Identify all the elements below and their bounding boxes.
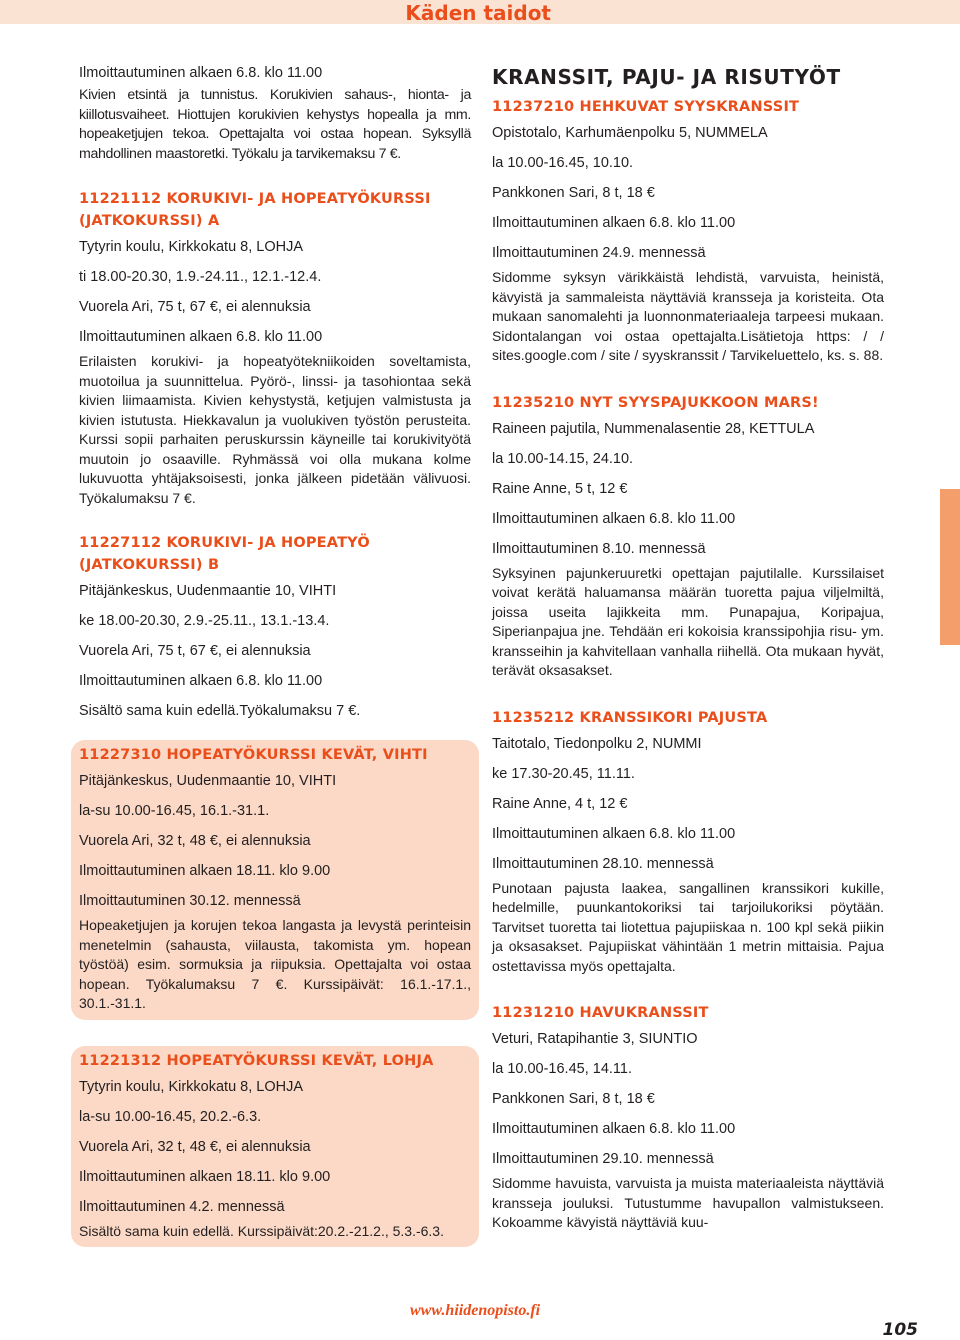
course-place: Taitotalo, Tiedonpolku 2, NUMMI <box>492 735 702 752</box>
side-tab-marker <box>940 489 960 645</box>
course-block <box>492 392 884 681</box>
course-time: la 10.00-14.15, 24.10. <box>492 450 634 467</box>
course-block <box>79 532 471 726</box>
course-time: la-su 10.00-16.45, 20.2.-6.3. <box>79 1108 262 1125</box>
course-time: ti 18.00-20.30, 1.9.-24.11., 12.1.-12.4. <box>79 269 322 285</box>
highlight-course-box <box>71 1046 479 1248</box>
course-deadline: Ilmoittautuminen 4.2. mennessä <box>79 1198 285 1215</box>
course-time: la 10.00-16.45, 10.10. <box>492 155 634 171</box>
course-teacher: Pankkonen Sari, 8 t, 18 € <box>492 185 655 201</box>
course-registration: Ilmoittautuminen alkaen 6.8. klo 11.00 <box>492 215 736 231</box>
course-teacher: Pankkonen Sari, 8 t, 18 € <box>492 1091 655 1107</box>
course-place: Pitäjänkeskus, Uudenmaantie 10, VIHTI <box>79 583 337 599</box>
course-description: Hopeaketjujen ja korujen tekoa langasta ja levystä perinteisin menetelmin (sahausta, viilausta, takomista ym. hopean työstöä) esim. sormuksia ja riipuksia. Opettajalta voi ostaa hopean. Työkalumaksu 7 €. Kurssipäivät: 16.1.-17.1., 30.1.-31.1. <box>79 917 471 1011</box>
course-deadline: Ilmoittautuminen 29.10. mennessä <box>492 1151 714 1167</box>
course-title: 11227310 HOPEATYÖKURSSI KEVÄT, VIHTI <box>79 747 428 763</box>
course-place: Raineen pajutila, Nummenalasentie 28, KETTULA <box>492 420 815 437</box>
course-title: 11221312 HOPEATYÖKURSSI KEVÄT, LOHJA <box>79 1052 434 1069</box>
course-description: Sidomme syksyn värikkäistä lehdistä, varvuista, heinistä, kävyistä ja sammaleista näyttäviä kransseja ja koristeita. Ota mukaan sanomalehti ja luonnonmateriaaleja tarpeesi mukaan. Sidontalangan voi ostaa opettajalta.Lisätietoja https: / / sites.google.com / site / syyskranssit / Tarvikeluettelo, ks. s. 88. <box>492 269 884 363</box>
course-description: Punotaan pajusta laakea, sangallinen kranssikori kukille, hedelmille, puunkantokoriksi tai tarjoilukoriksi pöytään. Tarvitset tuoretta tai liotettua pajupiiskaa n. 100 kpl sekä piikin ja oksasakset. Pajupiiskat vähintään 1 metrin mittaisia. Pajua ostettavissa myös opettajalta. <box>492 879 884 974</box>
course-description: Erilaisten korukivi- ja hopeatyötekniikoiden soveltamista, muotoilua ja suunnittelua. Pyörö-, linssi- ja tasohiontaa sekä kivien liimaamista. Kivien kehystystä, ketjujen valmistusta ja kivien istutusta. Hiekkavalun ja vuolukiven työstön perusteita. Kurssi sopii parhaiten peruskurssin käyneille tai korukivityötä muutoin jo osaaville. Ryhmässä voi olla mukana kolme lukuvuotta yhtäjaksoisesti, jonka jälkeen pidetään välivuosi. Työkalumaksu 7 €. <box>79 353 471 506</box>
course-place: Veturi, Ratapihantie 3, SIUNTIO <box>492 1031 698 1047</box>
course-teacher: Vuorela Ari, 32 t, 48 €, ei alennuksia <box>79 833 311 849</box>
course-teacher: Vuorela Ari, 75 t, 67 €, ei alennuksia <box>79 643 311 659</box>
course-description: Kivien etsintä ja tunnistus. Korukivien sahaus-, hionta- ja kiillotusvaiheet. Hiottujen korukivien kehystys hopealla ja mm. hopeaketjujen tekoa. Opettajalta voi ostaa hopean. Syksyllä mahdollinen maastoretki. Työkalu ja tarvikemaksu 7 €. <box>79 87 471 162</box>
course-time: ke 17.30-20.45, 11.11. <box>492 765 635 782</box>
course-deadline: Ilmoittautuminen 30.12. mennessä <box>79 893 301 909</box>
course-place: Pitäjänkeskus, Uudenmaantie 10, VIHTI <box>79 773 337 789</box>
course-description: Sisältö sama kuin edellä. Kurssipäivät:20.2.-21.2., 5.3.-6.3. <box>79 1222 444 1239</box>
course-title: 11235210 NYT SYYSPAJUKKOON MARS! <box>492 394 819 411</box>
course-block <box>492 1002 884 1233</box>
intro-block <box>79 60 471 164</box>
footer-url[interactable]: www.hiidenopisto.fi <box>410 1302 541 1319</box>
course-deadline: Ilmoittautuminen 28.10. mennessä <box>492 855 714 872</box>
course-title: 11221112 KORUKIVI- JA HOPEATYÖKURSSI (JATKOKURSSI) A <box>79 191 431 229</box>
course-description: Sidomme havuista, varvuista ja muista materiaaleista näyttäviä kransseja jouluksi. Tutustumme havupallon valmistukseen. Kokoamme kävyistä näyttäviä kuu- <box>492 1175 884 1230</box>
course-registration: Ilmoittautuminen alkaen 6.8. klo 11.00 <box>492 1121 736 1137</box>
top-bar <box>0 0 960 24</box>
course-teacher: Vuorela Ari, 75 t, 67 €, ei alennuksia <box>79 299 311 315</box>
right-column <box>492 60 884 1233</box>
course-place: Tytyrin koulu, Kirkkokatu 8, LOHJA <box>79 1078 304 1095</box>
course-place: Tytyrin koulu, Kirkkokatu 8, LOHJA <box>79 239 304 255</box>
course-registration: Ilmoittautuminen alkaen 6.8. klo 11.00 <box>492 825 736 842</box>
course-place: Opistotalo, Karhumäenpolku 5, NUMMELA <box>492 125 768 141</box>
course-teacher: Raine Anne, 4 t, 12 € <box>492 795 628 812</box>
course-deadline: Ilmoittautuminen 24.9. mennessä <box>492 245 706 261</box>
course-registration: Ilmoittautuminen alkaen 18.11. klo 9.00 <box>79 1168 331 1185</box>
course-deadline: Ilmoittautuminen 8.10. mennessä <box>492 540 706 557</box>
course-block <box>79 188 471 508</box>
section-title: KRANSSIT, PAJU- JA RISUTYÖT <box>492 65 841 89</box>
course-teacher: Vuorela Ari, 32 t, 48 €, ei alennuksia <box>79 1138 311 1155</box>
course-teacher: Raine Anne, 5 t, 12 € <box>492 480 628 497</box>
left-column <box>79 60 471 1247</box>
page-number: 105 <box>882 1320 918 1340</box>
course-title: 11237210 HEHKUVAT SYYSKRANSSIT <box>492 99 800 115</box>
course-description: Sisältö sama kuin edellä.Työkalumaksu 7 €. <box>79 703 361 719</box>
course-title: 11231210 HAVUKRANSSIT <box>492 1005 709 1021</box>
course-registration: Ilmoittautuminen alkaen 6.8. klo 11.00 <box>79 673 323 689</box>
highlight-course-box <box>71 740 479 1020</box>
course-registration: Ilmoittautuminen alkaen 18.11. klo 9.00 <box>79 863 331 879</box>
course-title: 11227112 KORUKIVI- JA HOPEATYÖ (JATKOKURSSI) B <box>79 535 370 573</box>
section-header-title: Käden taidot <box>405 1 551 25</box>
course-block <box>492 96 884 366</box>
course-time: la-su 10.00-16.45, 16.1.-31.1. <box>79 803 270 819</box>
course-description: Syksyinen pajunkeruuretki opettajan pajutilalle. Kurssilaiset voivat kerätä haluamansa määrän tuoretta pajua viljelmiltä, joissa useita lajikkeita mm. Punapajua, Koripajua, Siperianpajua jne. Tehdään eri kokoisia kranssipohjia risu- ym. kransseihin ja kahvitellaan vanhalla riihellä. Ota mukaan hyvät, terävät oksasakset. <box>492 564 884 678</box>
course-time: la 10.00-16.45, 14.11. <box>492 1061 633 1077</box>
course-registration: Ilmoittautuminen alkaen 6.8. klo 11.00 <box>492 510 736 527</box>
course-registration: Ilmoittautuminen alkaen 6.8. klo 11.00 <box>79 329 323 345</box>
registration-text: Ilmoittautuminen alkaen 6.8. klo 11.00 <box>79 65 323 81</box>
course-time: ke 18.00-20.30, 2.9.-25.11., 13.1.-13.4. <box>79 613 330 629</box>
course-block <box>492 707 884 977</box>
course-title: 11235212 KRANSSIKORI PAJUSTA <box>492 709 768 726</box>
